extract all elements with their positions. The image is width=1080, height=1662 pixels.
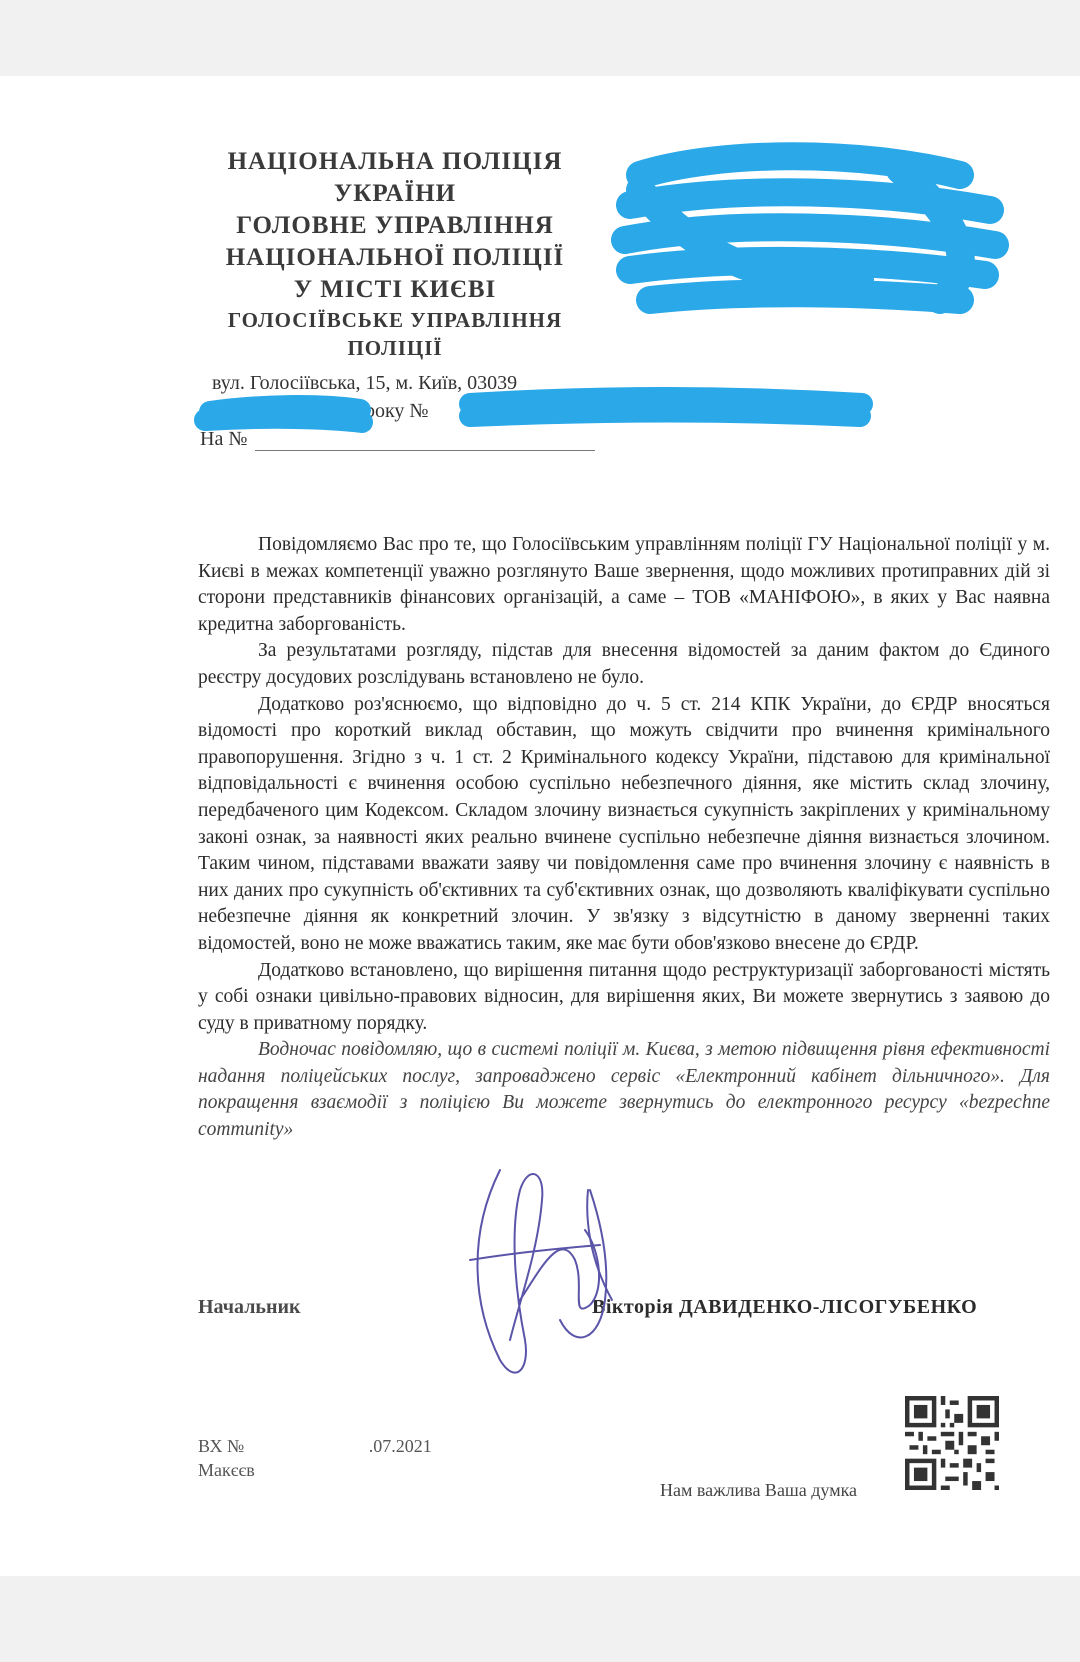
incoming-date: .07.2021 [368, 1436, 432, 1456]
paragraph-4: Додатково встановлено, що вирішення питання щодо реструктуризації заборгованості містять у собі ознаки цивільно-правових відносин, для вирішення яких, Ви можете звернутись з заявою до суду в приватному порядку. [198, 959, 1050, 1034]
incoming-number [198, 1436, 432, 1457]
reference-label: На № [200, 428, 248, 450]
header-line-3: ГОЛОВНЕ УПРАВЛІННЯ [236, 212, 554, 239]
header-line-5: У МІСТІ КИЄВІ [293, 276, 497, 303]
closing-paragraph: Водночас повідомляю, що в системі поліції м. Києва, з метою підвищення рівня ефективності надання поліцейських послуг, запроваджено сервіс «Електронний кабінет дільничного». Для покращення взаємодії з поліцією Ви можете звернутись до електронного ресурсу «bezpechne community» [198, 1039, 1050, 1141]
qr-code-icon [905, 1396, 999, 1490]
executor: Макєєв [198, 1460, 255, 1480]
paragraph-1: Повідомляємо Вас про те, що Голосіївським управлінням поліції ГУ Національної поліції у м. Києві в межах компетенції уважно розглянуто Ваше звернення, щодо можливих протиправних дій зі сторони представників фінансових організацій, а саме – ТОВ «МАНІФОЮ», в яких у Вас наявна кредитна заборгованість. [198, 534, 1050, 635]
letter-body [198, 532, 1050, 1144]
header-line-7: ПОЛІЦІЇ [347, 336, 443, 360]
paragraph-3: Додатково роз'яснюємо, що відповідно до ч. 5 ст. 214 КПК України, до ЄРДР вносяться відомості про короткий виклад обставин, що можуть свідчити про вчинення кримінального правопорушення. Згідно з ч. 1 ст. 2 Кримінального кодексу України, підставою для кримінальної відповідальності є вчинення особою суспільно небезпечного діяння, яке містить склад злочину, передбаченого цим Кодексом. Складом злочину визнається сукупність закріплених у кримінальному законі ознак, за наявності яких реально вчинене суспільно небезпечне діяння визнається злочином. Таким чином, підставами вважати заяву чи повідомлення саме про вчинення злочину є наявність в них даних про сукупність об'єктивних та суб'єктивних ознак, що дозволяють кваліфікувати суспільно небезпечне діяння як конкретний злочин. У зв'язку з відсутністю в даному зверненні таких відомостей, воно не може вважатись таким, яке має бути обов'язково внесене до ЄРДР. [198, 693, 1050, 954]
feedback-note: Нам важлива Ваша думка [660, 1480, 858, 1500]
header-line-4: НАЦІОНАЛЬНОЇ ПОЛІЦІЇ [225, 244, 565, 271]
header-line-1: НАЦІОНАЛЬНА ПОЛІЦІЯ [227, 148, 563, 175]
header-line-2: УКРАЇНИ [333, 180, 457, 207]
address: вул. Голосіївська, 15, м. Київ, 03039 [212, 372, 518, 394]
incoming-label: ВХ № [198, 1436, 245, 1456]
signatory-title: Начальник [198, 1296, 301, 1318]
reference-line [200, 428, 595, 451]
header-line-6: ГОЛОСІЇВСЬКЕ УПРАВЛІННЯ [227, 308, 563, 332]
reference-underline [255, 432, 595, 451]
signatory-name: Вікторія ДАВИДЕНКО-ЛІСОГУБЕНКО [592, 1296, 978, 1318]
registration-year-label: року № [365, 400, 429, 422]
paragraph-2: За результатами розгляду, підстав для внесення відомостей за даним фактом до Єдиного реєстру досудових розслідувань встановлено не було. [198, 640, 1050, 688]
